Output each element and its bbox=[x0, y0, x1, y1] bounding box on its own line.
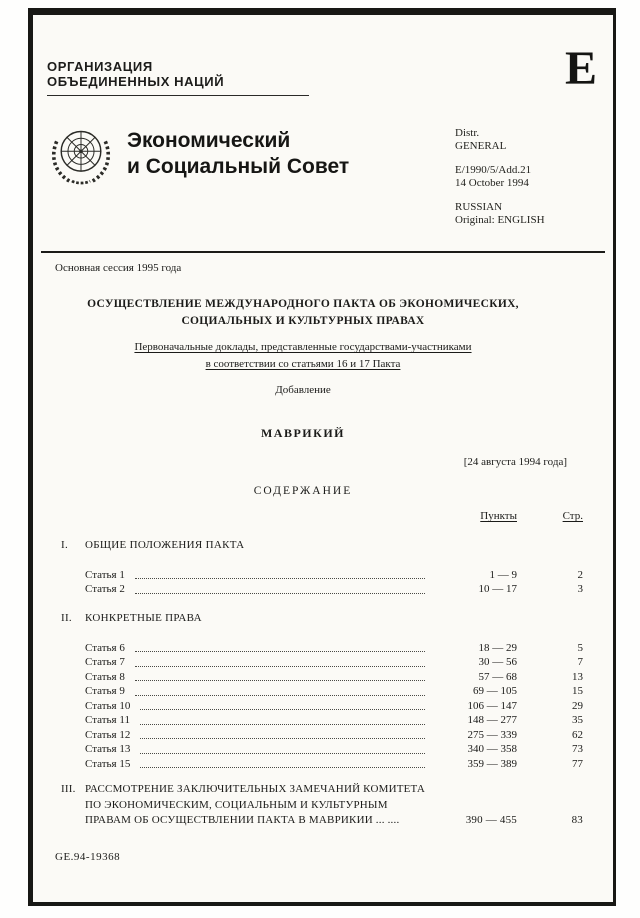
contents-heading: СОДЕРЖАНИЕ bbox=[253, 485, 353, 497]
toc-row-page: 83 bbox=[571, 814, 583, 826]
council-title-line-1: Экономический bbox=[127, 129, 291, 152]
toc-row-page: 29 bbox=[572, 699, 583, 712]
toc-section-2-items bbox=[33, 641, 613, 772]
toc-section-1-heading bbox=[33, 538, 613, 553]
toc-row-page: 35 bbox=[572, 714, 583, 726]
toc-row-label: Статья 10 bbox=[85, 699, 131, 712]
session-line: Основная сессия 1995 года bbox=[55, 262, 182, 274]
toc-row-label: Статья 9 bbox=[85, 685, 125, 697]
dot-leader bbox=[135, 666, 425, 667]
toc-row-page: 5 bbox=[577, 641, 583, 654]
toc-row-page: 3 bbox=[577, 583, 583, 595]
toc-row-paragraphs: 148 — 277 bbox=[467, 714, 517, 726]
header-divider bbox=[41, 251, 605, 253]
toc-section-2-heading bbox=[33, 611, 613, 626]
toc-row-page: 13 bbox=[572, 670, 583, 683]
toc-row bbox=[33, 670, 613, 685]
toc-row bbox=[33, 641, 613, 656]
dot-leader bbox=[140, 767, 425, 768]
council-title bbox=[127, 128, 349, 180]
toc-row-paragraphs: 1 — 9 bbox=[489, 568, 517, 581]
document-title bbox=[33, 296, 573, 330]
dot-leader bbox=[135, 680, 425, 681]
section-numeral: I. bbox=[61, 538, 69, 551]
section-numeral: II. bbox=[61, 611, 72, 624]
dot-leader bbox=[135, 578, 425, 579]
addendum-label: Добавление bbox=[275, 384, 331, 396]
dot-leader bbox=[140, 753, 425, 754]
toc-row-paragraphs: 30 — 56 bbox=[478, 656, 517, 668]
un-emblem-icon bbox=[45, 118, 117, 190]
section-numeral: III. bbox=[61, 783, 76, 795]
toc-row-page: 73 bbox=[572, 743, 583, 755]
document-subtitle-line-1: Первоначальные доклады, представленные государствами-участниками bbox=[134, 341, 472, 353]
document-symbol: E/1990/5/Add.21 bbox=[455, 164, 532, 176]
dot-leader bbox=[135, 651, 425, 652]
un-org-name bbox=[47, 59, 309, 96]
toc-row-label: Статья 7 bbox=[85, 656, 125, 668]
org-line-1: ОРГАНИЗАЦИЯ bbox=[47, 59, 153, 74]
section-3-title-line-3: ПРАВАМ ОБ ОСУЩЕСТВЛЕНИИ ПАКТА В МАВРИКИИ ... .... bbox=[85, 814, 400, 826]
toc-row-label: Статья 8 bbox=[85, 670, 125, 683]
toc-row-paragraphs: 275 — 339 bbox=[467, 728, 517, 741]
document-title-line-1: ОСУЩЕСТВЛЕНИЕ МЕЖДУНАРОДНОГО ПАКТА ОБ ЭКОНОМИЧЕСКИХ, bbox=[87, 298, 519, 310]
section-title bbox=[85, 782, 465, 829]
toc-row bbox=[33, 684, 613, 699]
column-header-page: Стр. bbox=[562, 510, 583, 522]
toc-row-label: Статья 2 bbox=[85, 583, 125, 595]
toc-row-paragraphs: 69 — 105 bbox=[473, 685, 517, 697]
section-3-title-line-1: РАССМОТРЕНИЕ ЗАКЛЮЧИТЕЛЬНЫХ ЗАМЕЧАНИЙ КОМИТЕТА bbox=[85, 783, 426, 795]
toc-row-paragraphs: 18 — 29 bbox=[478, 641, 517, 654]
toc-row-paragraphs: 359 — 389 bbox=[467, 757, 517, 770]
toc-row-page: 62 bbox=[572, 728, 583, 741]
document-series-letter: E bbox=[564, 42, 597, 95]
toc-row bbox=[33, 582, 613, 597]
document-title-line-2: СОЦИАЛЬНЫХ И КУЛЬТУРНЫХ ПРАВАХ bbox=[181, 315, 425, 327]
toc-row-page: 2 bbox=[577, 568, 583, 581]
distr-value: GENERAL bbox=[455, 140, 507, 152]
document-original-language: Original: ENGLISH bbox=[455, 214, 545, 226]
toc-row-paragraphs: 106 — 147 bbox=[467, 699, 517, 712]
toc-row-label: Статья 15 bbox=[85, 757, 131, 770]
toc-row bbox=[33, 728, 613, 743]
distr-label: Distr. bbox=[455, 127, 480, 139]
toc-section-3 bbox=[33, 782, 613, 829]
council-title-line-2: и Социальный Совет bbox=[127, 155, 350, 178]
toc-row-label: Статья 12 bbox=[85, 728, 131, 741]
toc-row-paragraphs: 57 — 68 bbox=[478, 670, 517, 683]
toc-row bbox=[33, 655, 613, 670]
toc-row bbox=[33, 742, 613, 757]
dot-leader bbox=[140, 738, 425, 739]
toc-row bbox=[33, 699, 613, 714]
document-page-frame bbox=[28, 8, 616, 906]
toc-row-paragraphs: 10 — 17 bbox=[478, 583, 517, 595]
toc-row bbox=[33, 713, 613, 728]
dot-leader bbox=[135, 593, 425, 594]
received-date: [24 августа 1994 года] bbox=[463, 456, 567, 468]
document-subtitle bbox=[33, 339, 573, 373]
section-title: ОБЩИЕ ПОЛОЖЕНИЯ ПАКТА bbox=[85, 538, 245, 551]
toc-row bbox=[33, 757, 613, 772]
document-language: RUSSIAN bbox=[455, 201, 503, 213]
org-line-2: ОБЪЕДИНЕННЫХ НАЦИЙ bbox=[47, 74, 225, 89]
document-reference-code: GE.94-19368 bbox=[55, 851, 121, 863]
table-of-contents bbox=[33, 509, 613, 829]
column-header-paragraphs: Пункты bbox=[480, 510, 517, 522]
toc-column-headers bbox=[33, 509, 613, 524]
distribution-block bbox=[455, 127, 545, 227]
dot-leader bbox=[140, 709, 425, 710]
toc-row-paragraphs: 340 — 358 bbox=[467, 743, 517, 755]
toc-row bbox=[33, 568, 613, 583]
toc-row-page: 7 bbox=[577, 656, 583, 668]
toc-row-label: Статья 6 bbox=[85, 641, 125, 654]
country-name: МАВРИКИЙ bbox=[260, 426, 346, 440]
toc-row-paragraphs: 390 — 455 bbox=[465, 814, 517, 826]
document-subtitle-line-2: в соответствии со статьями 16 и 17 Пакта bbox=[205, 358, 401, 370]
toc-row-page: 15 bbox=[572, 685, 583, 697]
toc-row-page: 77 bbox=[572, 757, 583, 770]
dot-leader bbox=[135, 695, 425, 696]
toc-section-1-items bbox=[33, 568, 613, 597]
toc-row-label: Статья 13 bbox=[85, 743, 131, 755]
document-date: 14 October 1994 bbox=[455, 177, 529, 189]
dot-leader bbox=[140, 724, 425, 725]
toc-row-label: Статья 1 bbox=[85, 568, 125, 581]
section-3-title-line-2: ПО ЭКОНОМИЧЕСКИМ, СОЦИАЛЬНЫМ И КУЛЬТУРНЫМ bbox=[85, 798, 388, 811]
toc-row-label: Статья 11 bbox=[85, 714, 130, 726]
section-title: КОНКРЕТНЫЕ ПРАВА bbox=[85, 611, 202, 624]
